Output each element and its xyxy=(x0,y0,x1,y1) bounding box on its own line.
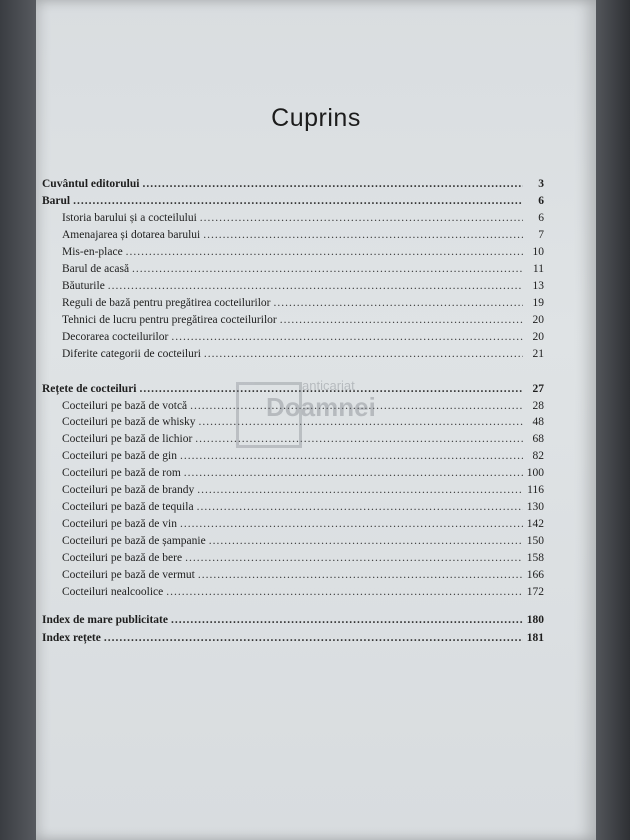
toc-leader-dots xyxy=(274,297,524,309)
toc-entry-label: Amenajarea și dotarea barului xyxy=(62,229,201,241)
toc-entry-page-number: 20 xyxy=(532,331,544,343)
toc-leader-dots xyxy=(180,518,523,530)
book-page xyxy=(36,0,596,840)
toc-entry-label: Index rețete xyxy=(42,632,101,644)
toc-entry-label: Istoria barului și a cocteilului xyxy=(62,212,197,224)
toc-leader-dots xyxy=(171,614,523,626)
toc-entry-label: Reguli de bază pentru pregătirea cocteilurilor xyxy=(62,297,271,309)
toc-entry-label: Cocteiluri pe bază de vin xyxy=(62,518,177,530)
toc-subsection-entry xyxy=(62,229,544,245)
toc-leader-dots xyxy=(126,246,523,258)
toc-entry-page-number: 48 xyxy=(532,416,544,428)
toc-entry-label: Diferite categorii de cocteiluri xyxy=(62,348,201,360)
toc-leader-dots xyxy=(180,450,523,462)
toc-entry-label: Mis-en-place xyxy=(62,246,123,258)
toc-subsection-entry xyxy=(62,246,544,262)
toc-leader-dots xyxy=(140,383,523,395)
toc-leader-dots xyxy=(73,195,523,207)
toc-subsection-entry xyxy=(62,416,544,432)
toc-entry-page-number: 20 xyxy=(532,314,544,326)
toc-entry-page-number: 181 xyxy=(526,632,544,644)
toc-leader-dots xyxy=(280,314,523,326)
toc-subsection-entry xyxy=(62,518,544,534)
toc-entry-page-number: 68 xyxy=(532,433,544,445)
toc-leader-dots xyxy=(184,467,523,479)
toc-entry-page-number: 116 xyxy=(527,484,544,496)
toc-subsection-entry xyxy=(62,450,544,466)
toc-leader-dots xyxy=(171,331,523,343)
toc-leader-dots xyxy=(197,484,523,496)
toc-entry-label: Rețete de cocteiluri xyxy=(42,383,137,395)
toc-section-entry xyxy=(42,383,544,399)
toc-entry-label: Cocteiluri pe bază de rom xyxy=(62,467,181,479)
toc-entry-label: Cocteiluri pe bază de votcă xyxy=(62,400,188,412)
toc-entry-label: Barul xyxy=(42,195,71,207)
toc-leader-dots xyxy=(166,586,523,598)
toc-entry-page-number: 28 xyxy=(532,400,544,412)
toc-entry-page-number: 180 xyxy=(526,614,544,626)
toc-subsection-entry xyxy=(62,263,544,279)
toc-leader-dots xyxy=(142,178,523,190)
toc-entry-page-number: 172 xyxy=(526,586,544,598)
toc-entry-label: Tehnici de lucru pentru pregătirea cocteilurilor xyxy=(62,314,277,326)
toc-leader-dots xyxy=(108,280,523,292)
page-title: Cuprins xyxy=(271,104,361,132)
toc-entry-label: Barul de acasă xyxy=(62,263,130,275)
toc-leader-dots xyxy=(203,229,523,241)
toc-entry-label: Cocteiluri pe bază de șampanie xyxy=(62,535,206,547)
toc-subsection-entry xyxy=(62,297,544,313)
toc-subsection-entry xyxy=(62,501,544,517)
toc-subsection-entry xyxy=(62,467,544,483)
toc-entry-label: Cocteiluri pe bază de whisky xyxy=(62,416,196,428)
toc-leader-dots xyxy=(104,632,523,644)
toc-leader-dots xyxy=(200,212,523,224)
toc-entry-label: Băuturile xyxy=(62,280,105,292)
toc-entry-page-number: 6 xyxy=(538,195,544,207)
toc-section-entry xyxy=(42,195,544,211)
toc-entry-page-number: 3 xyxy=(538,178,544,190)
toc-entry-page-number: 158 xyxy=(526,552,544,564)
toc-leader-dots xyxy=(195,433,523,445)
toc-leader-dots xyxy=(198,569,523,581)
toc-leader-dots xyxy=(190,400,523,412)
toc-leader-dots xyxy=(132,263,523,275)
toc-entry-page-number: 21 xyxy=(532,348,544,360)
toc-subsection-entry xyxy=(62,280,544,296)
toc-entry-page-number: 7 xyxy=(538,229,544,241)
toc-entry-page-number: 11 xyxy=(532,263,544,275)
toc-entry-page-number: 142 xyxy=(526,518,544,530)
toc-entry-page-number: 27 xyxy=(532,383,544,395)
toc-leader-dots xyxy=(209,535,523,547)
toc-entry-label: Cocteiluri pe bază de lichior xyxy=(62,433,193,445)
toc-leader-dots xyxy=(197,501,523,513)
toc-subsection-entry xyxy=(62,484,544,500)
toc-section-entry xyxy=(42,178,544,194)
toc-leader-dots xyxy=(204,348,523,360)
toc-entry-label: Cocteiluri pe bază de gin xyxy=(62,450,177,462)
watermark-top-text: anticariat xyxy=(302,378,355,393)
toc-entry-label: Index de mare publicitate xyxy=(42,614,168,626)
toc-section-entry xyxy=(42,614,544,630)
toc-entry-page-number: 82 xyxy=(532,450,544,462)
watermark-main-text: Doamnei xyxy=(266,392,376,422)
toc-entry-page-number: 19 xyxy=(532,297,544,309)
toc-subsection-entry xyxy=(62,569,544,585)
toc-subsection-entry xyxy=(62,535,544,551)
toc-entry-label: Cocteiluri nealcoolice xyxy=(62,586,164,598)
toc-entry-label: Cocteiluri pe bază de vermut xyxy=(62,569,195,581)
toc-entry-page-number: 150 xyxy=(526,535,544,547)
toc-entry-label: Cocteiluri pe bază de brandy xyxy=(62,484,195,496)
toc-subsection-entry xyxy=(62,348,544,364)
toc-entry-page-number: 10 xyxy=(532,246,544,258)
toc-entry-label: Cuvântul editorului xyxy=(42,178,140,190)
toc-subsection-entry xyxy=(62,586,544,602)
toc-entry-label: Cocteiluri pe bază de tequila xyxy=(62,501,194,513)
toc-subsection-entry xyxy=(62,331,544,347)
toc-entry-page-number: 166 xyxy=(526,569,544,581)
toc-entry-page-number: 13 xyxy=(532,280,544,292)
background-left xyxy=(0,0,40,840)
toc-entry-label: Decorarea cocteilurilor xyxy=(62,331,169,343)
toc-subsection-entry xyxy=(62,433,544,449)
toc-subsection-entry xyxy=(62,314,544,330)
toc-entry-page-number: 100 xyxy=(526,467,544,479)
toc-section-entry xyxy=(42,632,544,648)
toc-entry-page-number: 130 xyxy=(526,501,544,513)
toc-subsection-entry xyxy=(62,400,544,416)
toc-entry-label: Cocteiluri pe bază de bere xyxy=(62,552,183,564)
toc-leader-dots xyxy=(199,416,524,428)
toc-subsection-entry xyxy=(62,212,544,228)
toc-leader-dots xyxy=(185,552,523,564)
background-right xyxy=(594,0,630,840)
toc-subsection-entry xyxy=(62,552,544,568)
toc-entry-page-number: 6 xyxy=(538,212,544,224)
